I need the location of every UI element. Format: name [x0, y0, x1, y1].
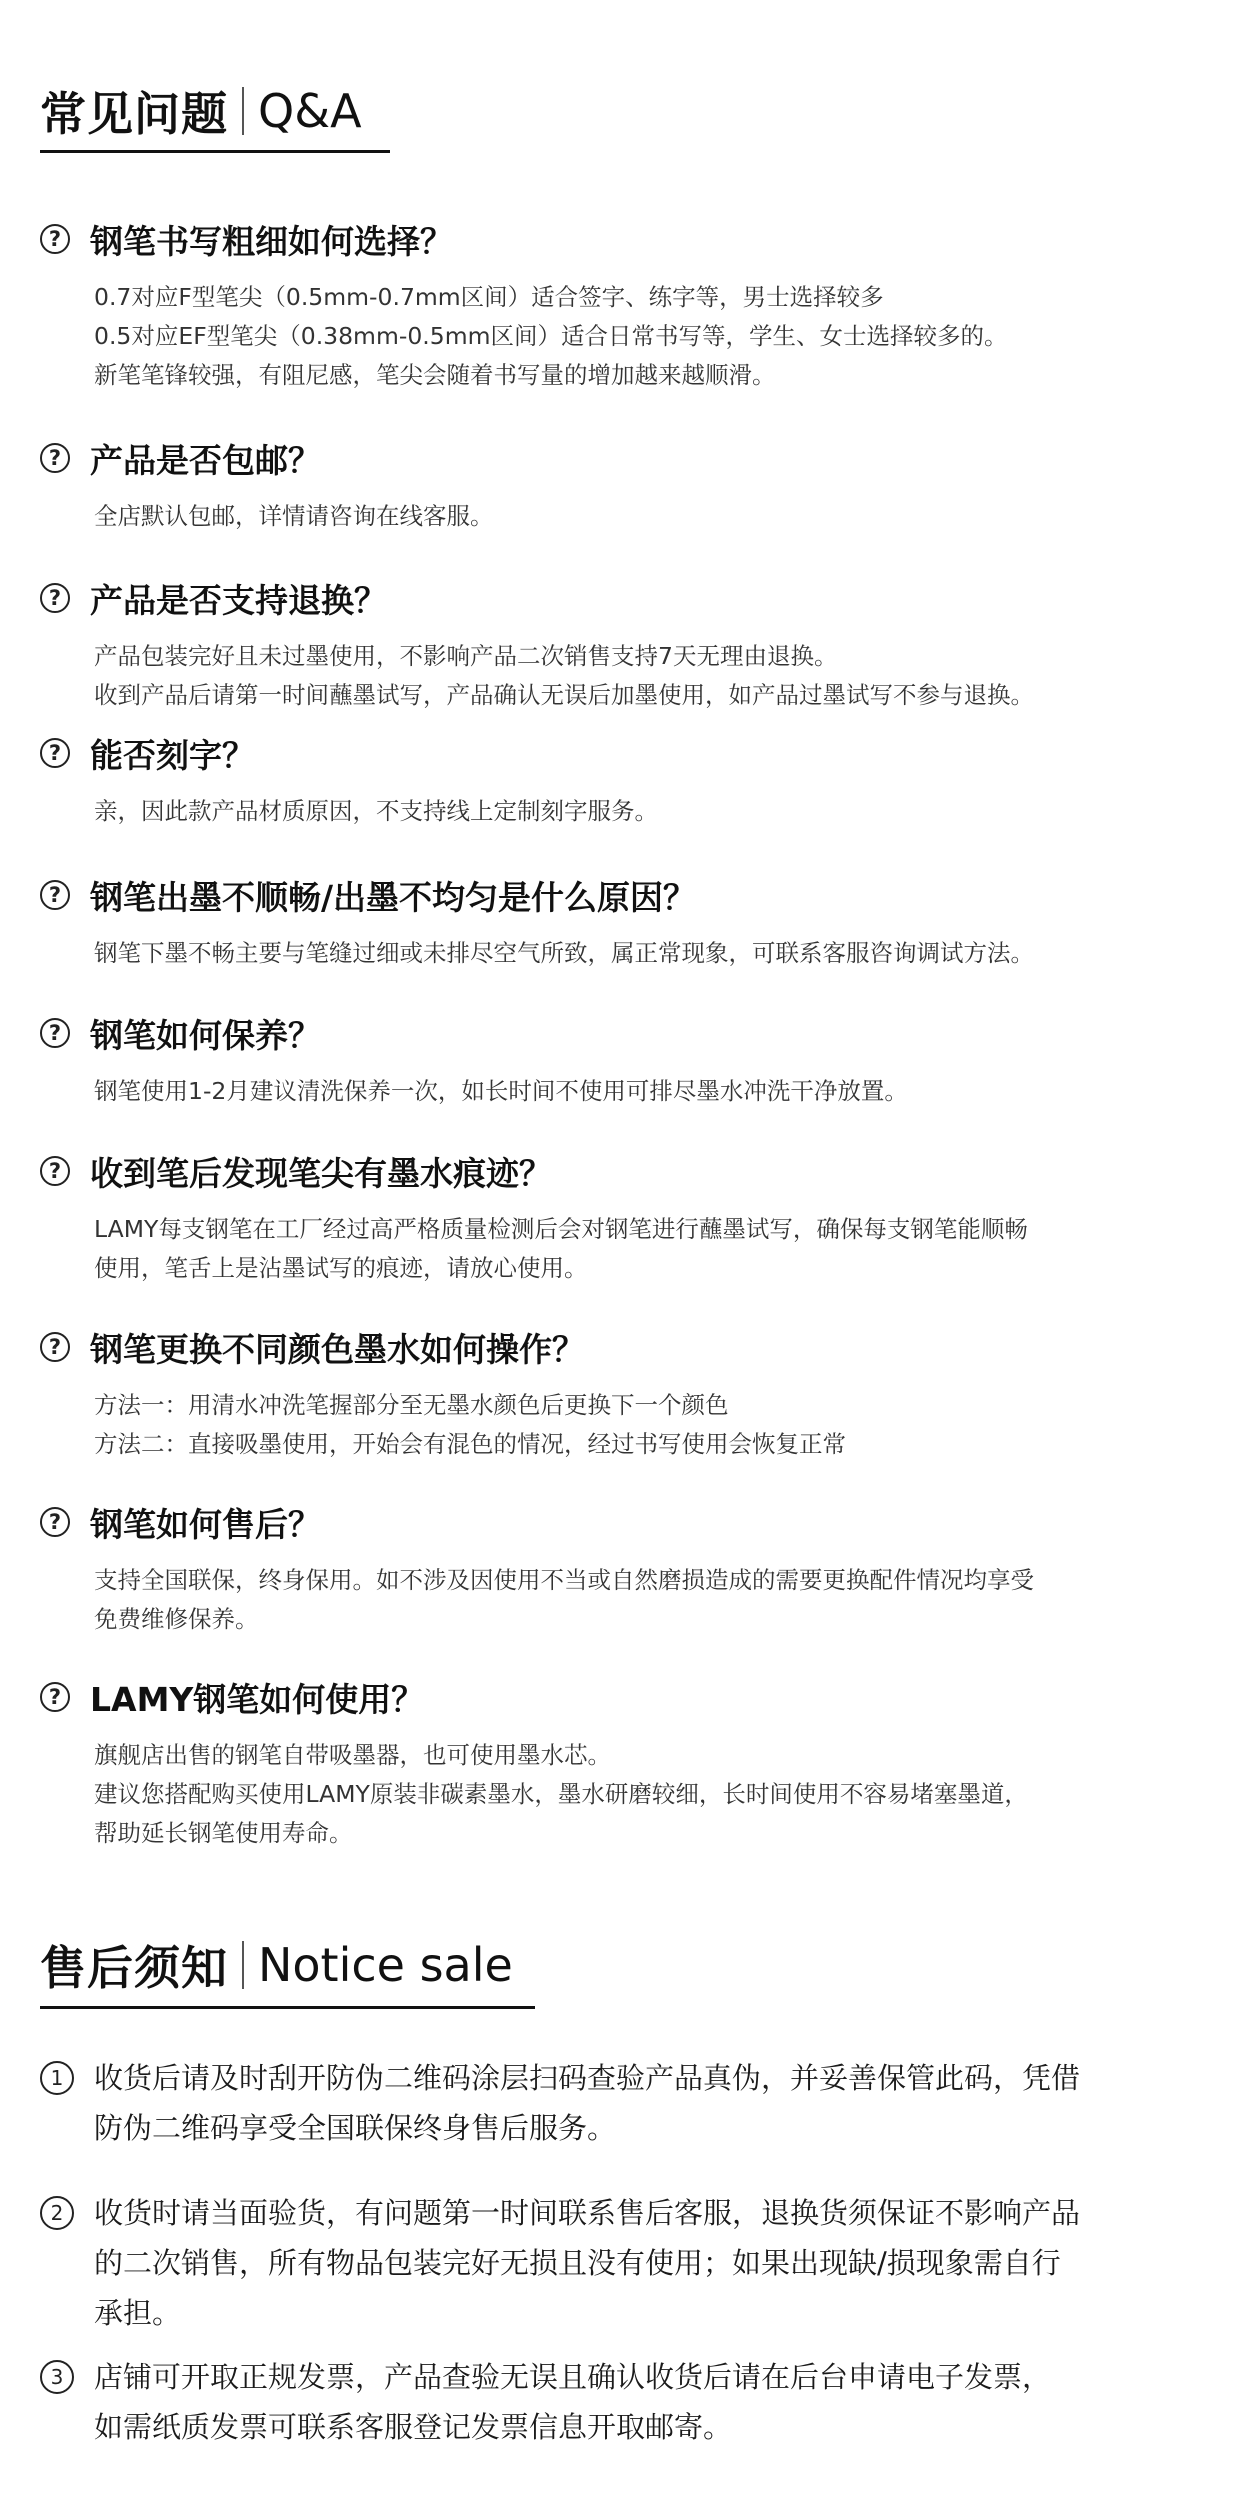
answer-line: 全店默认包邮，详情请咨询在线客服。 — [94, 502, 494, 530]
answer-line: 钢笔下墨不畅主要与笔缝过细或未排尽空气所致，属正常现象，可联系客服咨询调试方法。 — [94, 939, 1034, 967]
answer — [94, 1386, 1210, 1464]
answer-line: 方法二：直接吸墨使用，开始会有混色的情况，经过书写使用会恢复正常 — [94, 1430, 846, 1458]
question-text: 产品是否支持退换？ — [90, 580, 387, 620]
notice-title-en: Notice sale — [258, 1938, 513, 1992]
notice-line: 防伪二维码享受全国联保终身售后服务。 — [94, 2111, 617, 2145]
notice-section-title — [40, 1932, 513, 1998]
answer-line: 钢笔使用1-2月建议清洗保养一次，如长时间不使用可排尽墨水冲洗干净放置。 — [94, 1077, 908, 1105]
notice-line: 如需纸质发票可联系客服登记发票信息开取邮寄。 — [94, 2410, 733, 2444]
question-icon: ? — [40, 738, 70, 768]
question-text: 能否刻字？ — [90, 735, 255, 775]
qa-title-en: Q&A — [258, 84, 362, 138]
circled-number-icon: 1 — [40, 2061, 74, 2095]
question-text: 产品是否包邮？ — [90, 440, 321, 480]
question-icon: ? — [40, 583, 70, 613]
question-text: 钢笔如何售后？ — [90, 1504, 321, 1544]
qa-item — [40, 1497, 1210, 1639]
answer — [94, 792, 1210, 831]
qa-item — [40, 1146, 1210, 1288]
qa-item — [40, 573, 1210, 715]
qa-item — [40, 1322, 1210, 1464]
question-text: 钢笔出墨不顺畅/出墨不均匀是什么原因？ — [90, 877, 697, 917]
qa-title-zh: 常见问题 — [40, 87, 228, 141]
answer-line: 新笔笔锋较强，有阻尼感，笔尖会随着书写量的增加越来越顺滑。 — [94, 361, 776, 389]
answer-line: LAMY每支钢笔在工厂经过高严格质量检测后会对钢笔进行蘸墨试写，确保每支钢笔能顺畅 — [94, 1215, 1028, 1243]
qa-title-underline — [40, 150, 390, 153]
answer-line: 收到产品后请第一时间蘸墨试写，产品确认无误后加墨使用，如产品过墨试写不参与退换。 — [94, 681, 1034, 709]
question-text: 钢笔书写粗细如何选择？ — [90, 221, 453, 261]
notice-line: 收货时请当面验货，有问题第一时间联系售后客服，退换货须保证不影响产品 — [94, 2196, 1081, 2230]
notice-title-underline — [40, 2006, 535, 2009]
title-separator — [242, 87, 244, 135]
qa-section-title — [40, 78, 362, 144]
answer-line: 产品包装完好且未过墨使用，不影响产品二次销售支持7天无理由退换。 — [94, 642, 838, 670]
answer — [94, 934, 1210, 973]
qa-item — [40, 214, 1210, 395]
qa-item — [40, 870, 1210, 973]
question-text: LAMY钢笔如何使用？ — [90, 1679, 425, 1719]
answer-line: 0.7对应F型笔尖（0.5mm-0.7mm区间）适合签字、练字等，男士选择较多 — [94, 283, 884, 311]
question-text: 钢笔更换不同颜色墨水如何操作？ — [90, 1329, 585, 1369]
notice-item — [40, 2188, 1220, 2338]
qa-item — [40, 1672, 1210, 1853]
answer — [94, 1736, 1210, 1853]
answer — [94, 1210, 1210, 1288]
answer-line: 方法一：用清水冲洗笔握部分至无墨水颜色后更换下一个颜色 — [94, 1391, 729, 1419]
circled-number-icon: 2 — [40, 2196, 74, 2230]
answer-line: 帮助延长钢笔使用寿命。 — [94, 1819, 353, 1847]
question-icon: ? — [40, 1156, 70, 1186]
notice-line: 的二次销售，所有物品包装完好无损且没有使用；如果出现缺/损现象需自行 — [94, 2246, 1061, 2280]
answer — [94, 497, 1210, 536]
title-separator — [242, 1941, 244, 1989]
question-icon: ? — [40, 224, 70, 254]
answer-line: 旗舰店出售的钢笔自带吸墨器，也可使用墨水芯。 — [94, 1741, 611, 1769]
question-text: 收到笔后发现笔尖有墨水痕迹？ — [90, 1153, 552, 1193]
answer — [94, 1072, 1210, 1111]
answer — [94, 278, 1210, 395]
notice-line: 收货后请及时刮开防伪二维码涂层扫码查验产品真伪，并妥善保管此码，凭借 — [94, 2061, 1081, 2095]
notice-line: 承担。 — [94, 2296, 182, 2330]
answer — [94, 637, 1210, 715]
answer-line: 0.5对应EF型笔尖（0.38mm-0.5mm区间）适合日常书写等，学生、女士选择较多的。 — [94, 322, 1008, 350]
answer-line: 支持全国联保，终身保用。如不涉及因使用不当或自然磨损造成的需要更换配件情况均享受 — [94, 1566, 1034, 1594]
answer-line: 亲，因此款产品材质原因，不支持线上定制刻字服务。 — [94, 797, 658, 825]
answer — [94, 1561, 1210, 1639]
question-icon: ? — [40, 1332, 70, 1362]
question-icon: ? — [40, 1507, 70, 1537]
notice-item — [40, 2053, 1220, 2153]
notice-line: 店铺可开取正规发票，产品查验无误且确认收货后请在后台申请电子发票， — [94, 2360, 1052, 2394]
qa-item — [40, 728, 1210, 831]
answer-line: 建议您搭配购买使用LAMY原装非碳素墨水，墨水研磨较细，长时间使用不容易堵塞墨道， — [94, 1780, 1028, 1808]
circled-number-icon: 3 — [40, 2360, 74, 2394]
qa-item — [40, 433, 1210, 536]
qa-item — [40, 1008, 1210, 1111]
question-icon: ? — [40, 443, 70, 473]
question-icon: ? — [40, 1018, 70, 1048]
answer-line: 使用，笔舌上是沾墨试写的痕迹，请放心使用。 — [94, 1254, 588, 1282]
question-text: 钢笔如何保养？ — [90, 1015, 321, 1055]
notice-title-zh: 售后须知 — [40, 1941, 228, 1995]
question-icon: ? — [40, 880, 70, 910]
question-icon: ? — [40, 1682, 70, 1712]
notice-item — [40, 2352, 1220, 2452]
answer-line: 免费维修保养。 — [94, 1605, 259, 1633]
